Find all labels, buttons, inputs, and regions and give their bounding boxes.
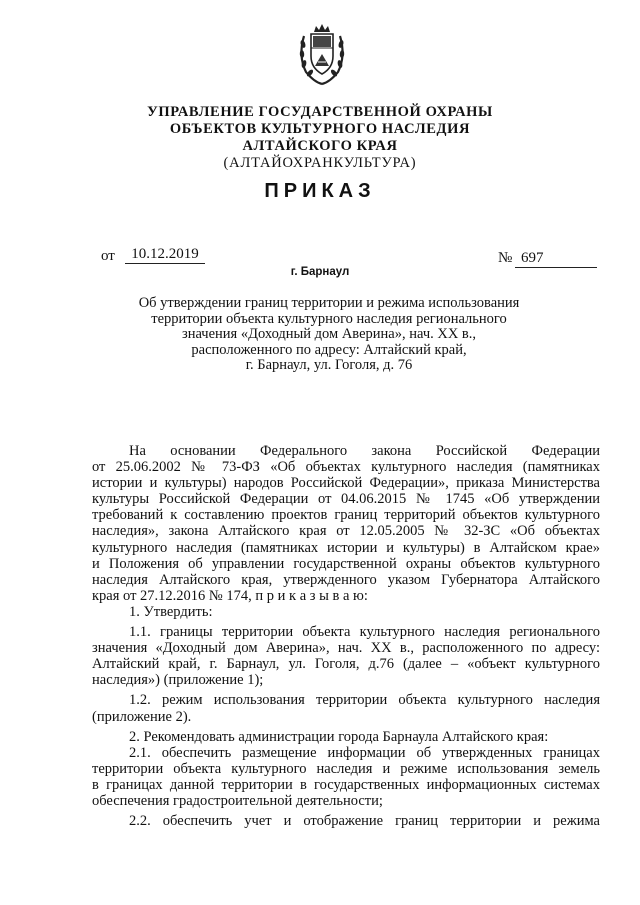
document-number: 697	[515, 250, 597, 268]
body-line: культурного наследия (памятниках истории и культуры) в Алтайском крае»	[92, 539, 600, 556]
document-type-title: ПРИКАЗ	[264, 180, 376, 202]
body-line: На основании Федерального закона Российской Федерации	[129, 443, 600, 459]
body-line: 2.1. обеспечить размещение информации об утвержденных границах	[129, 744, 600, 761]
subject-line: значения «Доходный дом Аверина», нач. XX в.,	[181, 326, 477, 342]
body-line: края от 27.12.2016 № 174, п р и к а з ы в а ю:	[92, 587, 368, 604]
body-line: требований к составлению проектов границ территорий объектов культурного	[92, 507, 600, 524]
body-line: 2.2. обеспечить учет и отображение границ территории и режима	[129, 813, 600, 830]
org-name-line-2: ОБЪЕКТОВ КУЛЬТУРНОГО НАСЛЕДИЯ	[169, 121, 471, 137]
body-line: наследия», закона Алтайского края от 12.05.2005 № 32-ЗС «Об объектах	[92, 523, 600, 540]
body-line: обеспечения градостроительной деятельности;	[92, 792, 383, 809]
body-line: 1.1. границы территории объекта культурного наследия регионального	[129, 624, 600, 641]
org-name-line-3: АЛТАЙСКОГО КРАЯ	[242, 138, 398, 154]
body-line: значения «Доходный дом Аверина», нач. XX в., расположенного по адресу:	[92, 640, 600, 657]
body-line: от 25.06.2002 № 73-ФЗ «Об объектах культурного наследия (памятниках	[92, 459, 600, 476]
subject-line: территории объекта культурного наследия регионального	[151, 310, 507, 327]
body-line: 1.2. режим использования территории объекта культурного наследия	[129, 692, 600, 709]
coat-of-arms-icon	[296, 22, 348, 88]
body-line: 2. Рекомендовать администрации города Барнаула Алтайского края:	[129, 728, 549, 745]
body-line: наследия») (приложение 1);	[92, 672, 264, 689]
body-line: культуры Российской Федерации от 04.06.2015 № 1745 «Об утверждении	[92, 491, 600, 508]
document-subject	[120, 296, 538, 374]
body-line: 1. Утвердить:	[129, 603, 213, 620]
body-line: территории объекта культурного наследия и режиме использования земель	[92, 760, 600, 777]
subject-line: Об утверждении границ территории и режима использования	[138, 295, 520, 311]
org-short-name: (АЛТАЙОХРАНКУЛЬТУРА)	[223, 155, 417, 171]
body-line: (приложение 2).	[92, 708, 192, 725]
date-prefix: от	[101, 248, 115, 264]
body-line: в границах данной территории в государственных информационных системах	[92, 776, 600, 793]
body-line: Алтайский край, г. Барнаул, ул. Гоголя, д.76 (далее – «объект культурного	[92, 656, 600, 673]
city-label: г. Барнаул	[290, 266, 350, 278]
subject-line: расположенного по адресу: Алтайский край,	[191, 341, 467, 358]
document-date: 10.12.2019	[125, 246, 205, 264]
body-line: истории и культуры) народов Российской Федерации», приказа Министерства	[92, 475, 600, 492]
body-line: наследия Алтайского края, утвержденного указом Губернатора Алтайского	[92, 571, 600, 588]
org-name-line-1: УПРАВЛЕНИЕ ГОСУДАРСТВЕННОЙ ОХРАНЫ	[147, 104, 493, 120]
document-body	[92, 443, 600, 829]
subject-line: г. Барнаул, ул. Гоголя, д. 76	[245, 357, 413, 373]
body-line: и Положения об управлении государственной охраны объектов культурного	[92, 555, 600, 572]
number-prefix: №	[498, 250, 513, 266]
